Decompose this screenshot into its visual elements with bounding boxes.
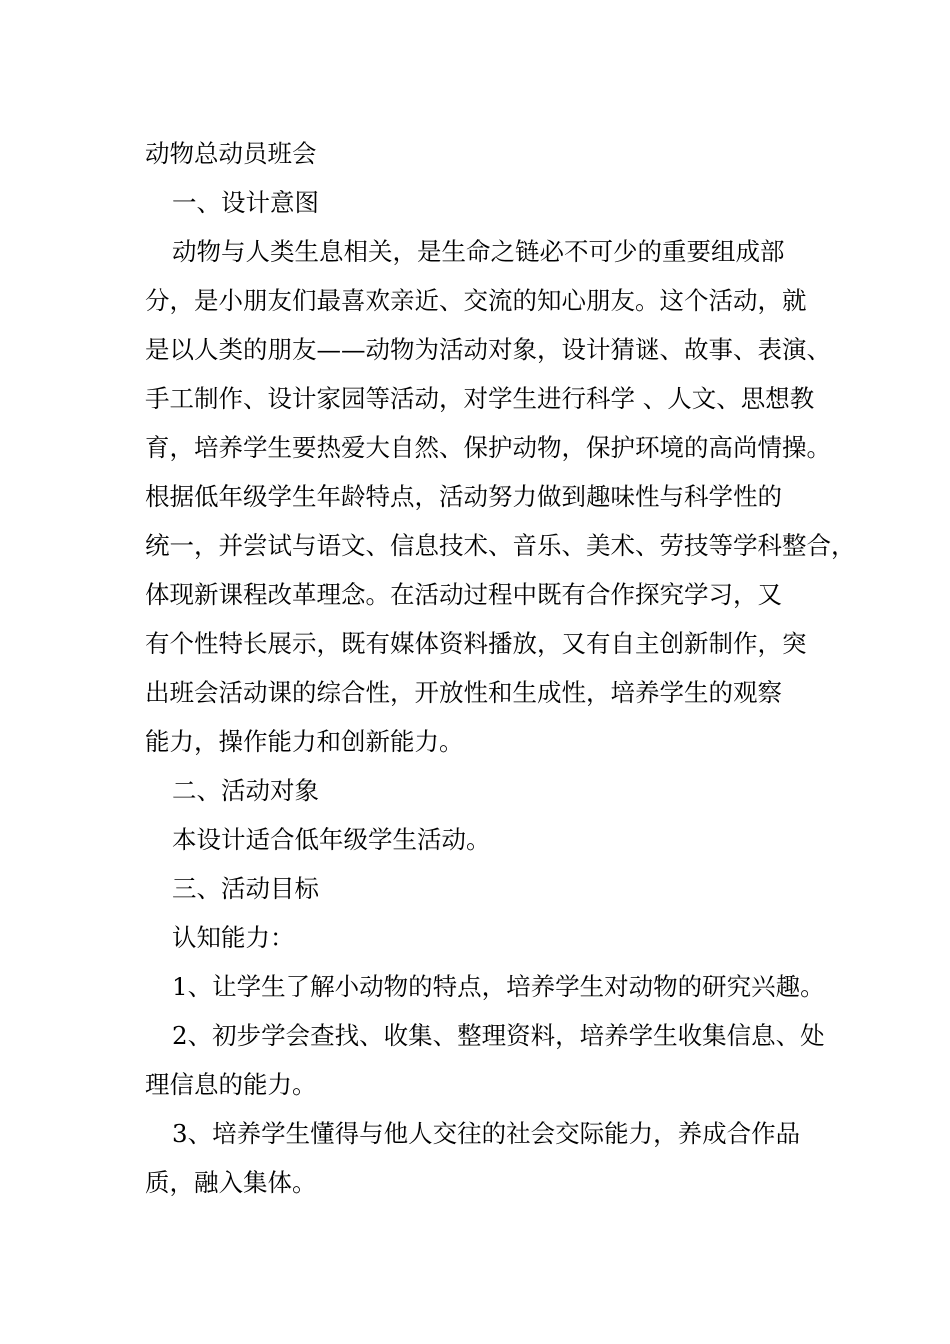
paragraph-line: 分，是小朋友们最喜欢亲近、交流的知心朋友。这个活动，就: [145, 286, 807, 315]
paragraph-line: 根据低年级学生年龄特点，活动努力做到趣味性与科学性的: [145, 482, 782, 511]
paragraph-line: 是以人类的朋友——动物为活动对象，设计猜谜、故事、表演、: [145, 335, 831, 364]
subheading-cognitive-ability: 认知能力：: [172, 923, 295, 952]
goal-item-3: 3、培养学生懂得与他人交往的社会交际能力，养成合作品: [172, 1119, 801, 1148]
goal-item-2-continued: 理信息的能力。: [145, 1070, 317, 1099]
goal-item-3-continued: 质，融入集体。: [145, 1168, 317, 1197]
section-heading-design-intent: 一、设计意图: [172, 188, 319, 217]
paragraph-line: 本设计适合低年级学生活动。: [172, 825, 491, 854]
section-heading-activity-goals: 三、活动目标: [172, 874, 319, 903]
paragraph-line: 动物与人类生息相关，是生命之链必不可少的重要组成部: [172, 237, 785, 266]
paragraph-line: 体现新课程改革理念。在活动过程中既有合作探究学习，又: [145, 580, 782, 609]
paragraph-line: 有个性特长展示，既有媒体资料播放，又有自主创新制作，突: [145, 629, 807, 658]
paragraph-line: 能力，操作能力和创新能力。: [145, 727, 464, 756]
goal-item-1: 1、让学生了解小动物的特点，培养学生对动物的研究兴趣。: [172, 972, 825, 1001]
document-body: [145, 129, 856, 1207]
section-heading-activity-target: 二、活动对象: [172, 776, 319, 805]
paragraph-line: 统一，并尝试与语文、信息技术、音乐、美术、劳技等学科整合，: [145, 531, 856, 560]
paragraph-line: 手工制作、设计家园等活动，对学生进行科学 、人文、思想教: [145, 384, 815, 413]
goal-item-2: 2、初步学会查找、收集、整理资料，培养学生收集信息、处: [172, 1021, 825, 1050]
document-title: 动物总动员班会: [145, 139, 317, 168]
paragraph-line: 出班会活动课的综合性，开放性和生成性，培养学生的观察: [145, 678, 782, 707]
paragraph-line: 育，培养学生要热爱大自然、保护动物，保护环境的高尚情操。: [145, 433, 831, 462]
